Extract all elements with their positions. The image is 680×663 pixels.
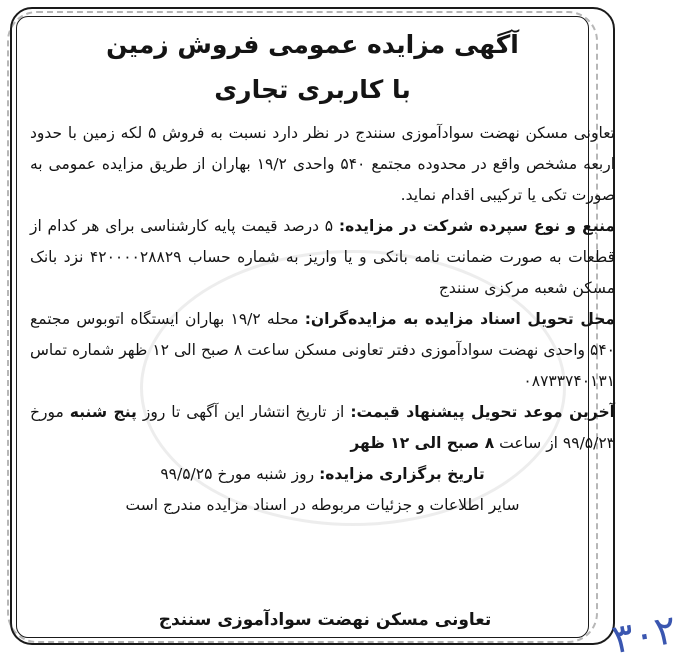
delivery-text: محله ۱۹/۲ بهاران ایستگاه اتوبوس مجتمع ۵۴۰ واحدی نهضت سوادآموزی دفتر تعاونی مسکن ساعت ۸ صبح الی ۱۲ ظهر شماره تماس ۰۸۷۳۳۷۴۰۱۳۱: [30, 310, 615, 390]
deadline-label: آخرین موعد تحویل پیشنهاد قیمت:: [350, 403, 615, 421]
deadline-date: مورخ ۹۹/۵/۲۳ از ساعت: [30, 403, 615, 452]
holding-label: تاریخ برگزاری مزایده:: [319, 465, 485, 483]
deadline-section: [30, 397, 615, 459]
other-info: سایر اطلاعات و جزئیات مربوطه در اسناد مزایده مندرج است: [125, 496, 520, 514]
deadline-day: پنج شنبه: [69, 403, 137, 421]
notice-body: [30, 118, 615, 521]
delivery-section: [30, 304, 615, 397]
deposit-text: ۵ درصد قیمت پایه کارشناسی برای هر کدام از قطعات به صورت ضمانت نامه بانکی و یا واریز به شماره حساب ۴۲۰۰۰۰۲۸۸۲۹ نزد بانک مسکن شعبه مرکزی سنندج: [30, 217, 615, 297]
deadline-text: از تاریخ انتشار این آگهی تا روز: [142, 403, 345, 421]
holding-section: [30, 459, 615, 490]
delivery-label: محل تحویل اسناد مزایده به مزایده‌گران:: [304, 310, 615, 328]
signature-line: تعاونی مسکن نهضت سوادآموزی سنندج: [158, 610, 492, 630]
title-line-1: آگهی مزایده عمومی فروش زمین: [106, 30, 519, 59]
title-line-2: با کاربری تجاری: [214, 75, 411, 104]
handwritten-mark: ۳۰۲: [608, 606, 680, 663]
intro-paragraph: تعاونی مسکن نهضت سوادآموزی سنندج در نظر دارد نسبت به فروش ۵ لکه زمین با حدود اربعه مشخص واقع در محدوده مجتمع ۵۴۰ واحدی ۱۹/۲ بهاران از طریق مزایده عمومی به صورت تکی یا ترکیبی اقدام نماید.: [30, 124, 615, 204]
notice-title: [40, 22, 585, 112]
deposit-section: [30, 211, 615, 304]
deposit-label: منبع و نوع سپرده شرکت در مزایده:: [338, 217, 615, 235]
deadline-time: ۸ صبح الی ۱۲ ظهر: [350, 434, 495, 452]
holding-text: روز شنبه مورخ ۹۹/۵/۲۵: [160, 465, 315, 483]
